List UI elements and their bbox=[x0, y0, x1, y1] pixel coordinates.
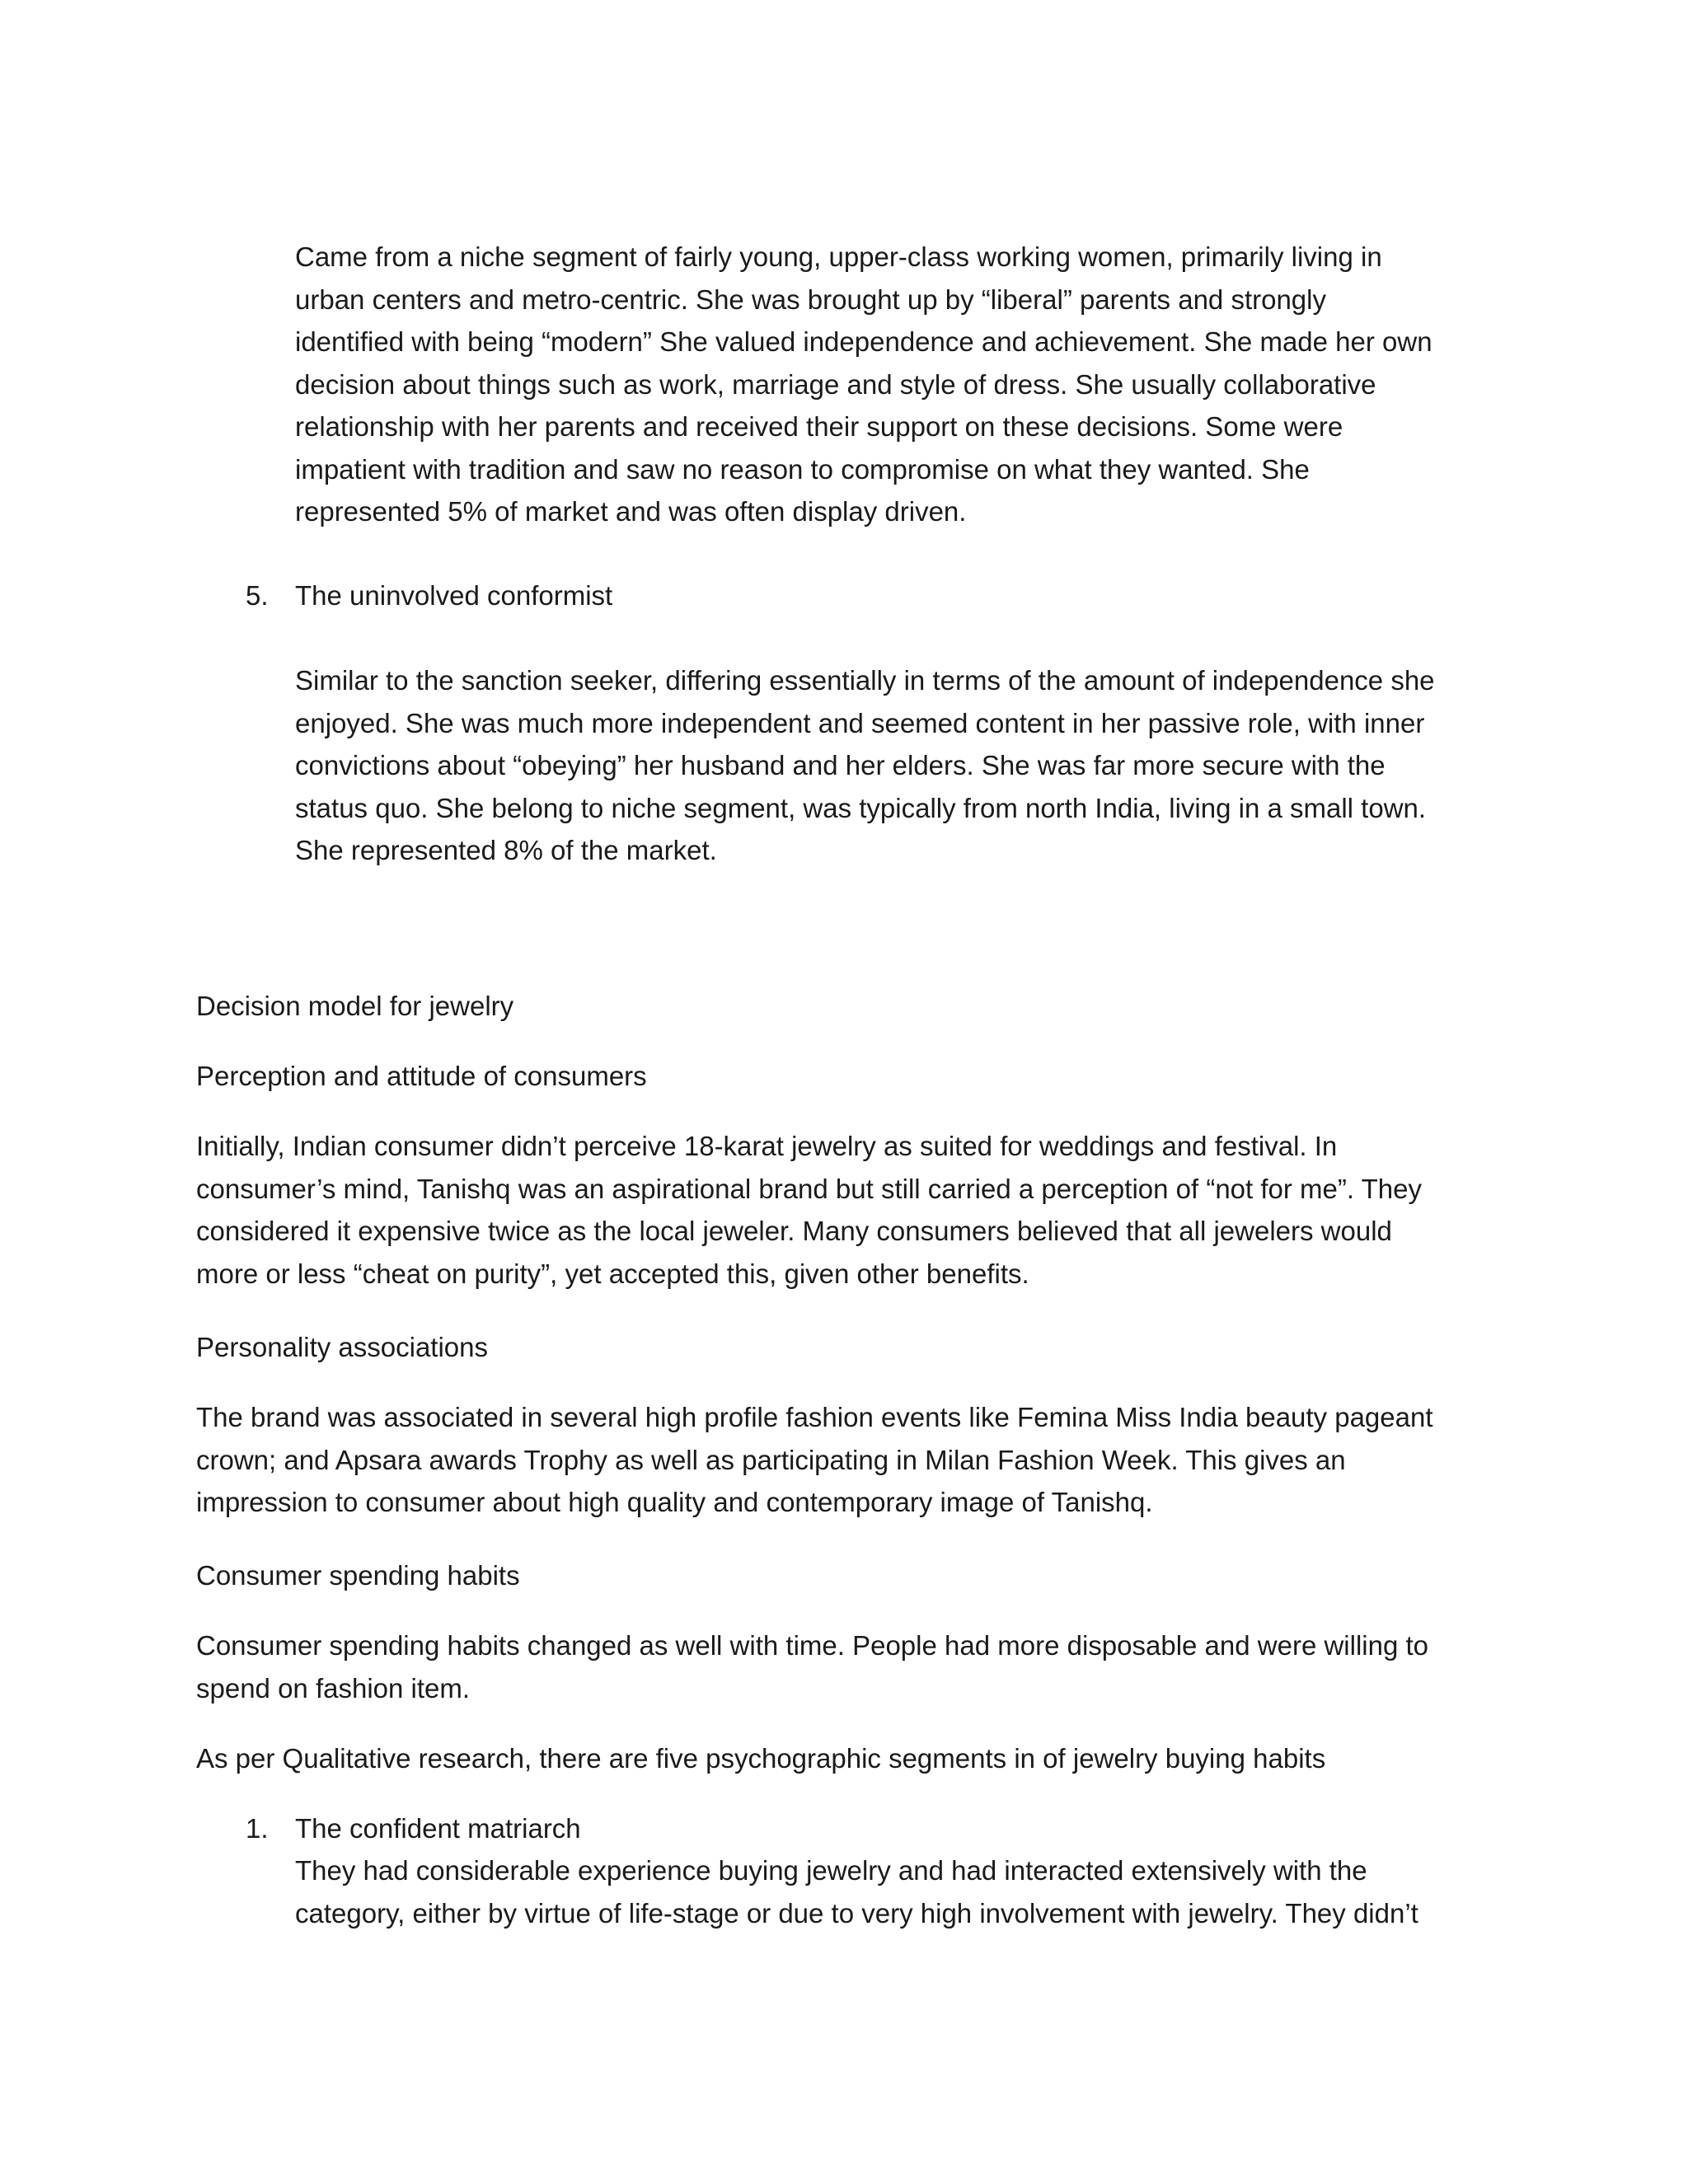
heading-perception-attitude: Perception and attitude of consumers bbox=[196, 1061, 647, 1091]
confident-matriarch-paragraph: They had considerable experience buying jewelry and had interacted extensively with the category, either by virtue of life-stage or due to very high involvement with jewelry. They didn’t bbox=[295, 1855, 1418, 1929]
list-number-1: 1. bbox=[246, 1813, 269, 1844]
perception-paragraph: Initially, Indian consumer didn’t perceive 18-karat jewelry as suited for weddings and festival. In consumer’s mind, Tanishq was an aspirational brand but still carried a perception of “not for me”. They considered it expensive twice as the local jeweler. Many consumers believed that all jewelers would more or less “cheat on purity”, yet accepted this, given other benefits. bbox=[196, 1131, 1422, 1289]
heading-personality-associations: Personality associations bbox=[196, 1332, 489, 1362]
intro-paragraph: Came from a niche segment of fairly young, upper-class working women, primarily living in urban centers and metro-centric. She was brought up by “liberal” parents and strongly identified with being “modern” She valued independence and achievement. She made her own decision about things such as work, marriage and style of dress. She usually collaborative relationship with her parents and received their support on these decisions. Some were impatient with tradition and saw no reason to compromise on what they wanted. She represented 5% of market and was often display driven. bbox=[295, 241, 1432, 527]
uninvolved-conformist-paragraph: Similar to the sanction seeker, differing essentially in terms of the amount of independence she enjoyed. She was much more independent and seemed content in her passive role, with inner convictions about “obeying” her husband and her elders. She was far more secure with the status quo. She belong to niche segment, was typically from north India, living in a small town. She represented 8% of the market. bbox=[295, 665, 1435, 865]
personality-paragraph: The brand was associated in several high profile fashion events like Femina Miss India beauty pageant crown; and Apsara awards Trophy as well as participating in Milan Fashion Week. This gives an impression to consumer about high quality and contemporary image of Tanishq. bbox=[196, 1402, 1433, 1517]
list-item-title-confident-matriarch: The confident matriarch bbox=[295, 1813, 581, 1844]
heading-decision-model: Decision model for jewelry bbox=[196, 991, 514, 1021]
heading-consumer-spending: Consumer spending habits bbox=[196, 1560, 520, 1591]
list-item-title-uninvolved-conformist: The uninvolved conformist bbox=[295, 580, 613, 611]
research-sentence: As per Qualitative research, there are five psychographic segments in of jewelry buying habits bbox=[196, 1743, 1326, 1774]
list-number-5: 5. bbox=[246, 580, 269, 611]
spending-paragraph: Consumer spending habits changed as well with time. People had more disposable and were willing to spend on fashion item. bbox=[196, 1630, 1429, 1704]
